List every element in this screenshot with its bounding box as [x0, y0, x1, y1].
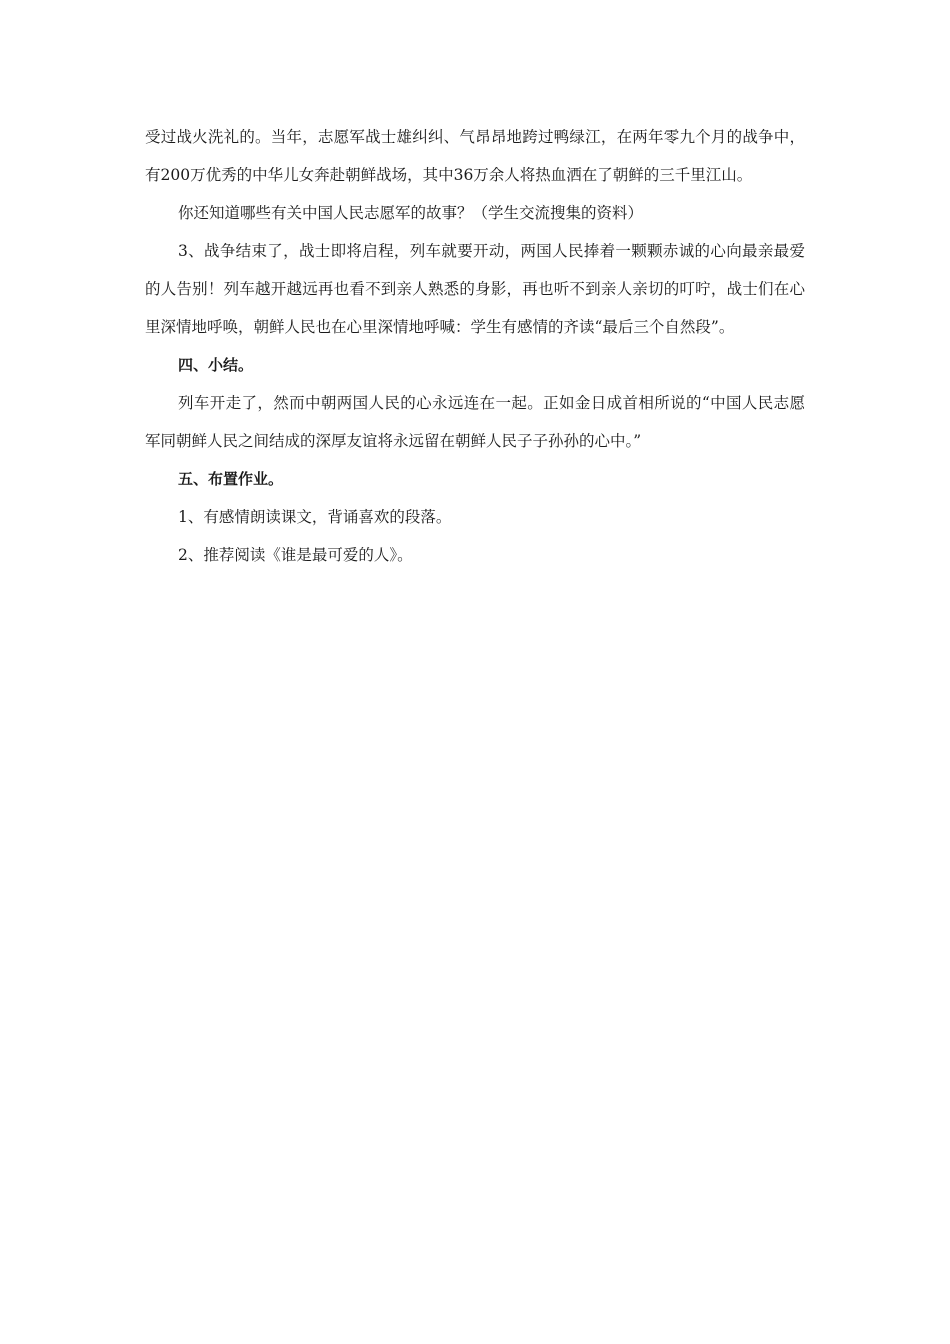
- section-heading-homework: 五、布置作业。: [178, 470, 284, 488]
- document-body: [145, 118, 805, 574]
- homework-item-2: 2、推荐阅读《谁是最可爱的人》。: [178, 546, 413, 564]
- paragraph-question-stories: 你还知道哪些有关中国人民志愿军的故事？（学生交流搜集的资料）: [178, 204, 644, 222]
- paragraph-war-ended: 3、战争结束了，战士即将启程，列车就要开动，两国人民捧着一颗颗赤诚的心向最亲最爱的人告别！列车越开越远再也看不到亲人熟悉的身影，再也听不到亲人亲切的叮咛，战士们在心里深情地呼唤，朝鲜人民也在心里深情地呼喊：学生有感情的齐读“最后三个自然段”。: [145, 242, 805, 336]
- section-heading-summary: 四、小结。: [178, 356, 254, 374]
- homework-item-1: 1、有感情朗读课文，背诵喜欢的段落。: [178, 508, 452, 526]
- paragraph-volunteer-army-history: 受过战火洗礼的。当年，志愿军战士雄纠纠、气昂昂地跨过鸭绿江，在两年零九个月的战争中，有200万优秀的中华儿女奔赴朝鲜战场，其中36万余人将热血洒在了朝鲜的三千里江山。: [145, 128, 805, 184]
- paragraph-summary: 列车开走了，然而中朝两国人民的心永远连在一起。正如金日成首相所说的“中国人民志愿军同朝鲜人民之间结成的深厚友谊将永远留在朝鲜人民子子孙孙的心中。”: [145, 394, 805, 450]
